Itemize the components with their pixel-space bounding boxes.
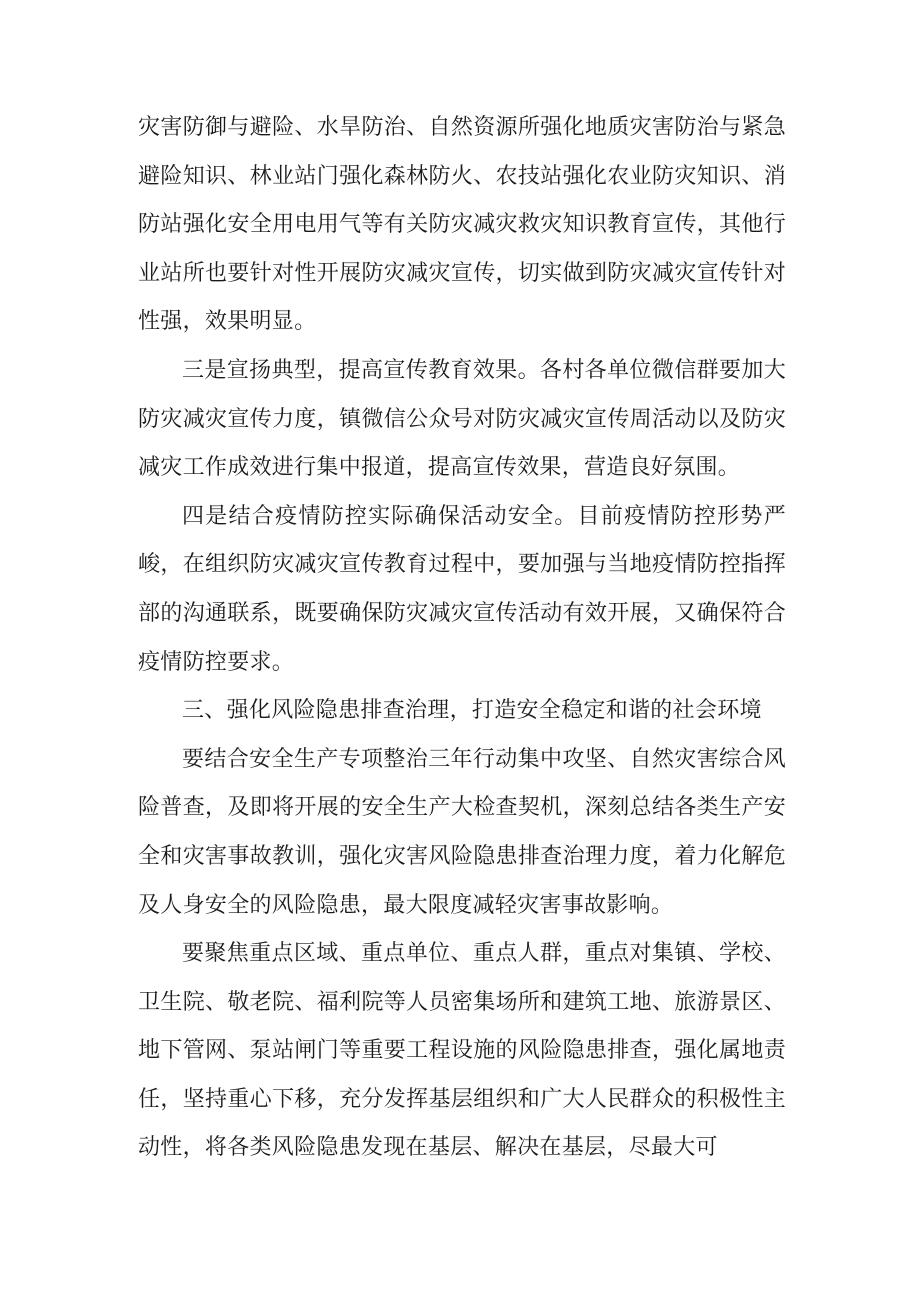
paragraph-point-four: 四是结合疫情防控实际确保活动安全。目前疫情防控形势严峻，在组织防灾减灾宣传教育过程中，要加强与当地疫情防控指挥部的沟通联系，既要确保防灾减灾宣传活动有效开展，又确保符合疫情防控要求。	[138, 503, 786, 675]
paragraph-risk-investigation: 要结合安全生产专项整治三年行动集中攻坚、自然灾害综合风险普查，及即将开展的安全生产大检查契机，深刻总结各类生产安全和灾害事故教训，强化灾害风险隐患排查治理力度，着力化解危及人身安全的风险隐患，最大限度减轻灾害事故影响。	[138, 746, 786, 918]
paragraph-point-three: 三是宣扬典型，提高宣传教育效果。各村各单位微信群要加大防灾减灾宣传力度，镇微信公众号对防灾减灾宣传周活动以及防灾减灾工作成效进行集中报道，提高宣传效果，营造良好氛围。	[138, 357, 786, 481]
section-heading-three: 三、强化风险隐患排查治理，打造安全稳定和谐的社会环境	[182, 698, 762, 724]
paragraph-continuation: 灾害防御与避险、水旱防治、自然资源所强化地质灾害防治与紧急避险知识、林业站门强化森林防火、农技站强化农业防灾知识、消防站强化安全用电用气等有关防灾减灾救灾知识教育宣传，其他行业站所也要针对性开展防灾减灾宣传，切实做到防灾减灾宣传针对性强，效果明显。	[138, 115, 786, 335]
paragraph-key-areas: 要聚焦重点区域、重点单位、重点人群，重点对集镇、学校、卫生院、敬老院、福利院等人员密集场所和建筑工地、旅游景区、地下管网、泵站闸门等重要工程设施的风险隐患排查，强化属地责任，坚持重心下移，充分发挥基层组织和广大人民群众的积极性主动性，将各类风险隐患发现在基层、解决在基层，尽最大可	[138, 941, 786, 1161]
document-body	[138, 104, 786, 1173]
